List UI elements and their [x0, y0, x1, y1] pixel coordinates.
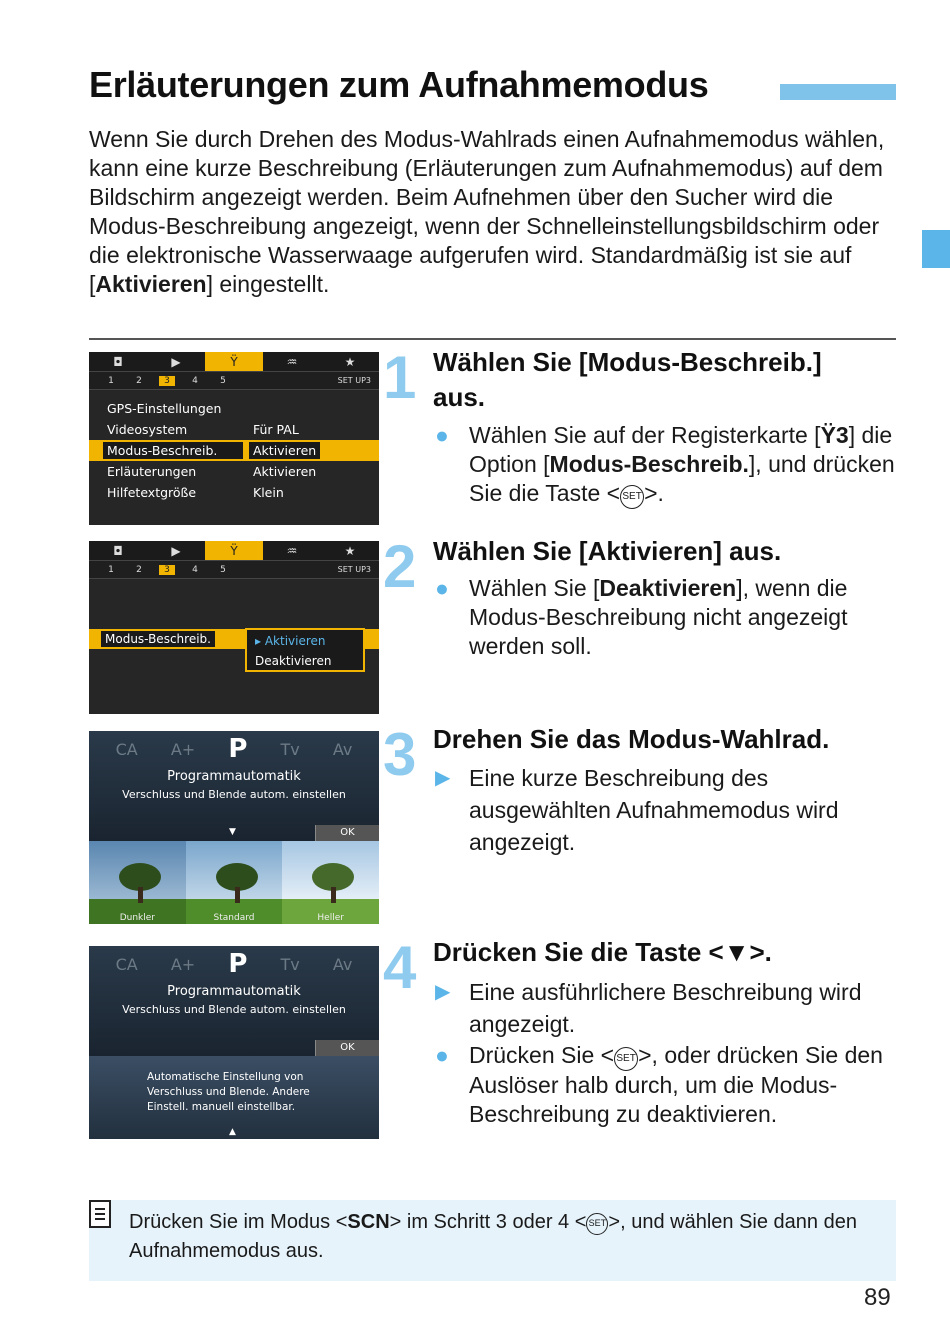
setup-page-label: SET UP3 — [337, 376, 371, 385]
camera-screen-mode-guide — [89, 731, 379, 924]
page-num-3: 3 — [159, 565, 175, 575]
option-disable: Deaktivieren — [255, 654, 332, 668]
auto-mode-icon: A+ — [170, 739, 196, 759]
step-number-2: 2 — [383, 533, 417, 600]
camera-tab-icon: ◘ — [113, 354, 123, 369]
page-num-4: 4 — [192, 564, 198, 575]
set-button-icon: SET — [614, 1047, 638, 1071]
intro-paragraph: Wenn Sie durch Drehen des Modus-Wahlrads einen Aufnahmemodus wählen, kann eine kurze Beschreibung (Erläuterungen zum Aufnahmemodus) auf dem Bildschirm angezeigt werden. Beim Aufnehmen über den Sucher wird die Modus-Beschreibung angezeigt, wenn der Schnelleinstellungsbildschirm oder die elektronische Wasserwaage aufgerufen wird. Standardmäßig ist sie auf [Aktivieren] eingestellt. — [89, 126, 885, 297]
custom-tab-icon: ♒ — [286, 543, 298, 558]
menu-page-numbers — [89, 561, 379, 579]
mode-description: Verschluss und Blende autom. einstellen — [122, 1003, 346, 1016]
menu-row-selected: Modus-Beschreib. Aktivieren — [89, 440, 379, 461]
step-2-bullet: ● Wählen Sie [Deaktivieren], wenn die Modus-Beschreibung nicht angezeigt werden soll. — [435, 575, 848, 659]
sample-photo-bright: Heller — [282, 841, 379, 924]
mymenu-tab-icon: ★ — [344, 543, 356, 558]
page-number: 89 — [864, 1284, 891, 1311]
result-arrow-icon: ▶ — [435, 981, 451, 1003]
menu-row: Hilfetextgröße Klein — [107, 485, 284, 500]
step-1-heading: Wählen Sie [Modus-Beschreib.] aus. — [433, 347, 822, 412]
custom-tab-icon: ♒ — [286, 354, 298, 369]
option-popup — [245, 628, 365, 672]
page-num-1: 1 — [108, 564, 114, 575]
mode-icons — [89, 946, 379, 982]
page-num-2: 2 — [136, 564, 142, 575]
intro-bold: Aktivieren — [95, 270, 207, 297]
page-num-4: 4 — [192, 375, 198, 386]
title-accent-bar — [780, 84, 896, 100]
page-num-3: 3 — [159, 376, 175, 386]
camera-screen-mode-detail — [89, 946, 379, 1139]
step-number-1: 1 — [383, 344, 417, 411]
bullet-dot-icon: ● — [435, 575, 449, 601]
up-arrow-icon: ▲ — [229, 1127, 236, 1137]
step-1-bullet: ● Wählen Sie auf der Registerkarte [Ÿ3] die Option [Modus-Beschreib.], und drücken Sie die Taste < SET>. — [435, 421, 895, 509]
note-text: Drücken Sie im Modus <SCN> im Schritt 3 oder 4 < SET >, und wählen Sie dann den Aufnahmemodus aus. — [129, 1211, 857, 1262]
av-mode-icon: Av — [332, 739, 353, 759]
camera-screen-option — [89, 541, 379, 714]
mymenu-tab-icon: ★ — [344, 354, 356, 369]
menu-row: Erläuterungen Aktivieren — [107, 464, 317, 479]
step-4-heading: Drücken Sie die Taste <▼>. — [433, 937, 772, 967]
step-3-bullet: ▶ Eine kurze Beschreibung des ausgewählten Aufnahmemodus wird angezeigt. — [435, 762, 895, 858]
chapter-side-tab — [922, 230, 950, 268]
result-arrow-icon: ▶ — [435, 767, 451, 789]
setup-tab-icon: Ÿ — [205, 352, 263, 371]
set-button-icon: SET — [620, 485, 644, 509]
menu-tab-bar — [89, 352, 379, 372]
camera-screen-menu — [89, 352, 379, 525]
step-number-3: 3 — [383, 721, 417, 788]
note-icon — [89, 1200, 111, 1228]
setup-tab-icon: Ÿ — [205, 541, 263, 560]
menu-tab-bar — [89, 541, 379, 561]
tv-mode-icon: Tv — [280, 954, 300, 974]
down-button-icon: ▼ — [723, 937, 750, 967]
av-mode-icon: Av — [332, 954, 353, 974]
divider — [89, 338, 896, 340]
step-4-bullet: ● Drücken Sie < SET>, oder drücken Sie den Auslöser halb durch, um die Modus-Beschreibung zu deaktivieren. — [435, 1042, 883, 1127]
tv-mode-icon: Tv — [280, 739, 300, 759]
step-3-heading: Drehen Sie das Modus-Wahlrad. — [433, 724, 830, 754]
option-key: Modus-Beschreib. — [101, 631, 215, 647]
down-arrow-icon: ▼ — [229, 827, 236, 837]
ca-mode-icon: CA — [115, 739, 138, 759]
page-title: Erläuterungen zum Aufnahmemodus — [89, 64, 709, 105]
option-enable: ▸ Aktivieren — [255, 634, 326, 648]
page-num-2: 2 — [136, 375, 142, 386]
mode-name: Programmautomatik — [167, 984, 301, 999]
camera-tab-icon: ◘ — [113, 543, 123, 558]
bullet-dot-icon: ● — [435, 1042, 449, 1068]
p-mode-icon: P — [228, 949, 248, 979]
scn-mode-icon: SCN — [347, 1211, 390, 1233]
step-2-heading: Wählen Sie [Aktivieren] aus. — [433, 536, 782, 566]
set-button-icon: SET — [586, 1213, 608, 1235]
playback-tab-icon: ▶ — [171, 354, 181, 369]
ok-button: OK — [315, 1040, 379, 1056]
mode-detail-panel — [89, 1056, 379, 1139]
p-mode-icon: P — [228, 734, 248, 764]
page-num-5: 5 — [220, 564, 226, 575]
sample-photo-standard: Standard — [186, 841, 283, 924]
page-num-1: 1 — [108, 375, 114, 386]
sample-photos — [89, 841, 379, 924]
note-box — [89, 1200, 896, 1281]
playback-tab-icon: ▶ — [171, 543, 181, 558]
ca-mode-icon: CA — [115, 954, 138, 974]
menu-row: Videosystem Für PAL — [107, 422, 299, 437]
mode-guide-header — [89, 946, 379, 1056]
setup-page-label: SET UP3 — [337, 565, 371, 574]
mode-description: Verschluss und Blende autom. einstellen — [122, 788, 346, 801]
ok-button: OK — [315, 825, 379, 841]
mode-icons — [89, 731, 379, 767]
mode-name: Programmautomatik — [167, 769, 301, 784]
mode-detail-text: Automatische Einstellung von Verschluss und Blende. Andere Einstell. manuell einstellbar. — [147, 1071, 310, 1113]
step-4-bullet-result: ▶ Eine ausführlichere Beschreibung wird angezeigt. — [435, 976, 895, 1040]
step-number-4: 4 — [383, 934, 417, 1001]
page-num-5: 5 — [220, 375, 226, 386]
bullet-dot-icon: ● — [435, 422, 449, 448]
auto-mode-icon: A+ — [170, 954, 196, 974]
mode-guide-header — [89, 731, 379, 841]
sample-photo-dark: Dunkler — [89, 841, 186, 924]
menu-row: GPS-Einstellungen — [107, 401, 222, 416]
menu-page-numbers — [89, 372, 379, 390]
